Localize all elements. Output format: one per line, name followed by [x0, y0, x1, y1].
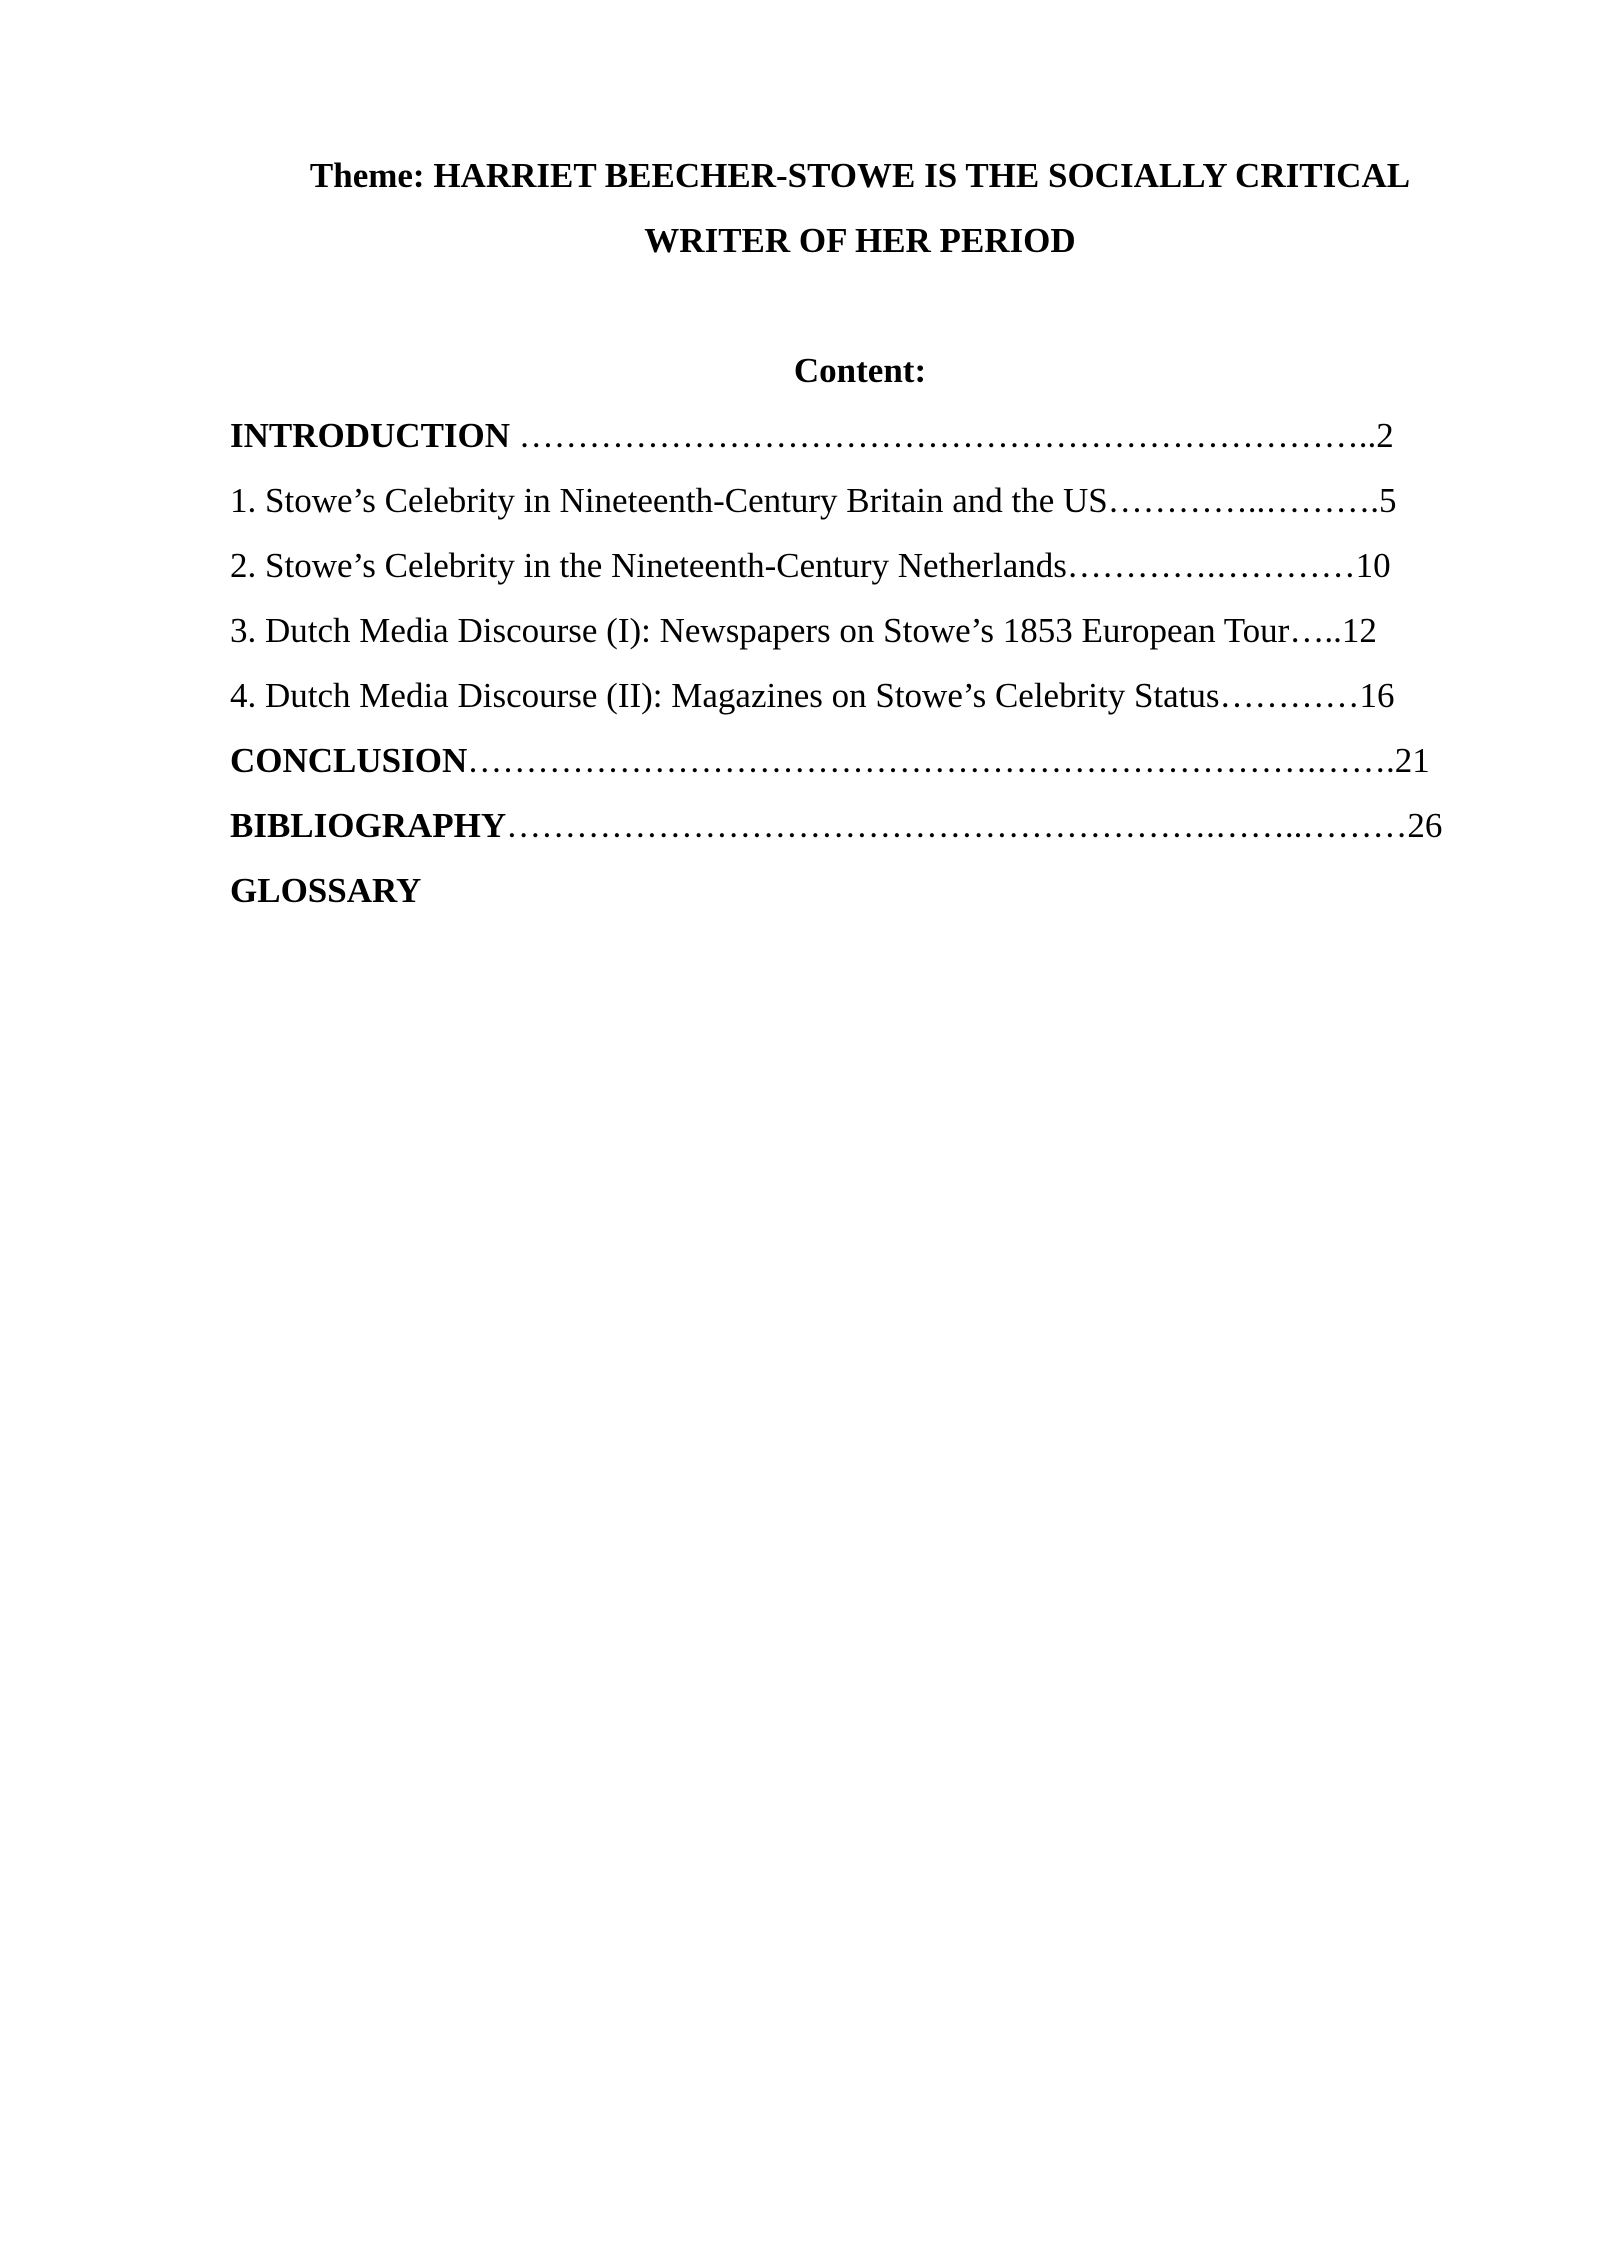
toc-entry-chapter-4 — [230, 663, 1530, 728]
toc-entry-leader: ….. — [1289, 611, 1342, 650]
toc-entry-page: 5 — [1379, 481, 1397, 520]
toc-entry-label: BIBLIOGRAPHY — [230, 806, 507, 845]
toc-entry-label: 3. Dutch Media Discourse (I): Newspapers on Stowe’s 1853 European Tour — [230, 611, 1290, 650]
toc-entry-chapter-1 — [230, 468, 1530, 533]
toc-entry-leader: …………………………………………………….……..……… — [506, 806, 1408, 845]
toc-entry-leader: ………… — [1219, 676, 1360, 715]
content-heading: Content: — [793, 351, 927, 390]
document-title — [180, 143, 1540, 273]
toc-entry-leader: ………….………… — [1066, 546, 1356, 585]
toc-entry-label: INTRODUCTION — [230, 416, 511, 455]
toc-entry-page: 16 — [1359, 676, 1395, 715]
toc-entry-label: 2. Stowe’s Celebrity in the Nineteenth-Century Netherlands — [230, 546, 1067, 585]
title-line-2: WRITER OF HER PERIOD — [644, 221, 1076, 260]
toc-entry-leader: …………..………. — [1107, 481, 1380, 520]
toc-entry-page: 12 — [1341, 611, 1377, 650]
title-line-1: Theme: HARRIET BEECHER-STOWE IS THE SOCIALLY CRITICAL — [309, 156, 1411, 195]
toc-entry-glossary — [230, 858, 1530, 923]
toc-entry-bibliography — [230, 793, 1530, 858]
toc-entry-page: 26 — [1407, 806, 1443, 845]
toc-entry-conclusion — [230, 728, 1530, 793]
toc-entry-label: 1. Stowe’s Celebrity in Nineteenth-Century Britain and the US — [230, 481, 1108, 520]
toc-entry-leader: ……………………………………………………………….……. — [467, 741, 1395, 780]
toc-entry-introduction — [230, 403, 1530, 468]
toc-entry-chapter-3 — [230, 598, 1530, 663]
toc-entry-page: 21 — [1394, 741, 1430, 780]
toc-entry-page: 10 — [1355, 546, 1391, 585]
toc-entry-page: 2 — [1376, 416, 1394, 455]
table-of-contents — [230, 403, 1530, 923]
toc-entry-leader: ……………………………………………………………….. — [510, 416, 1377, 455]
toc-entry-label: GLOSSARY — [230, 871, 422, 910]
toc-entry-label: CONCLUSION — [230, 741, 468, 780]
toc-entry-label: 4. Dutch Media Discourse (II): Magazines on Stowe’s Celebrity Status — [230, 676, 1220, 715]
toc-entry-chapter-2 — [230, 533, 1530, 598]
